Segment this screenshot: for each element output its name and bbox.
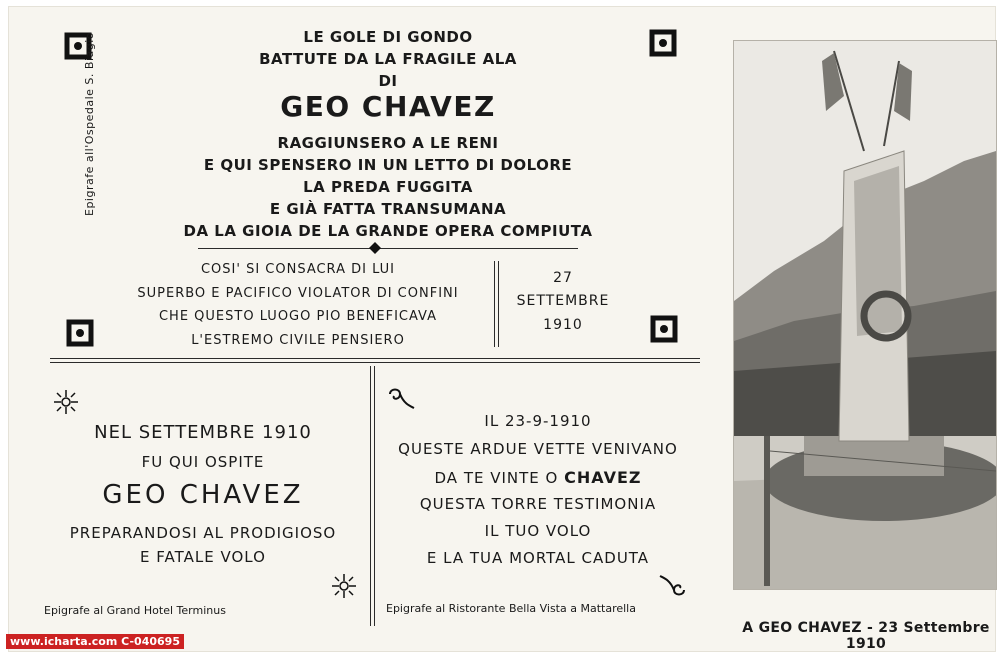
divider [50,362,700,363]
left-name: GEO CHAVEZ [102,480,304,510]
right-line-2: QUESTE ARDUE VETTE VENIVANO [398,440,678,458]
right-line-3 [378,468,698,487]
left-line-3: PREPARANDOSI AL PRODIGIOSO [69,524,337,542]
date-day: 27 [553,270,573,286]
right-line-4: QUESTA TORRE TESTIMONIA [419,495,657,513]
top-line-7: E GIÀ FATTA TRANSUMANA [269,200,507,218]
divider [50,358,700,359]
top-line-2: BATTUTE DA LA FRAGILE ALA [259,50,517,68]
small-line-2: SUPERBO E PACIFICO VIOLATOR DI CONFINI [137,286,459,301]
top-line-5: E QUI SPENSERO IN UN LETTO DI DOLORE [203,156,573,174]
top-line-1: LE GOLE DI GONDO [303,28,473,46]
star-ornament-icon [331,573,357,599]
divider [370,366,371,626]
star-ornament-icon [53,389,79,415]
left-line-4: E FATALE VOLO [140,548,266,566]
top-line-8: DA LA GIOIA DE LA GRANDE OPERA COMPIUTA [183,222,593,240]
right-footer: Epigrafe al Ristorante Bella Vista a Mattarella [386,602,636,615]
left-line-2: FU QUI OSPITE [141,453,265,471]
watermark: www.icharta.com C-040695 [6,634,184,649]
monument-photo [733,40,997,590]
photo-caption: A GEO CHAVEZ - 23 Settembre 1910 [742,620,990,652]
monument-illustration [734,41,996,589]
top-line-3: DI [378,72,398,90]
scroll-ornament-icon [386,386,416,412]
side-label: Epigrafe all'Ospedale S. Biagio [83,31,96,216]
right-line-3b: CHAVEZ [564,468,642,487]
divider [494,261,495,347]
divider [198,248,578,249]
corner-ornament-icon [648,28,678,58]
date-month: SETTEMBRE [516,293,610,309]
date-year: 1910 [543,317,583,333]
corner-ornament-icon [649,314,679,344]
small-line-4: L'ESTREMO CIVILE PENSIERO [191,333,405,348]
diamond-icon [369,242,381,254]
left-line-1: NEL SETTEMBRE 1910 [94,422,312,443]
right-line-5: IL TUO VOLO [484,522,592,540]
top-line-6: LA PREDA FUGGITA [303,178,473,196]
right-line-1: IL 23-9-1910 [484,412,592,430]
left-footer: Epigrafe al Grand Hotel Terminus [44,604,226,617]
top-line-4: RAGGIUNSERO A LE RENI [277,134,499,152]
right-line-3a: DA TE VINTE O [434,469,559,487]
small-line-1: COSI' SI CONSACRA DI LUI [200,262,396,277]
divider [374,366,375,626]
top-name: GEO CHAVEZ [280,90,496,123]
small-line-3: CHE QUESTO LUOGO PIO BENEFICAVA [158,309,437,324]
scroll-ornament-icon [658,572,688,598]
right-line-6: E LA TUA MORTAL CADUTA [426,549,650,567]
postcard [8,6,996,652]
corner-ornament-icon [65,318,95,348]
